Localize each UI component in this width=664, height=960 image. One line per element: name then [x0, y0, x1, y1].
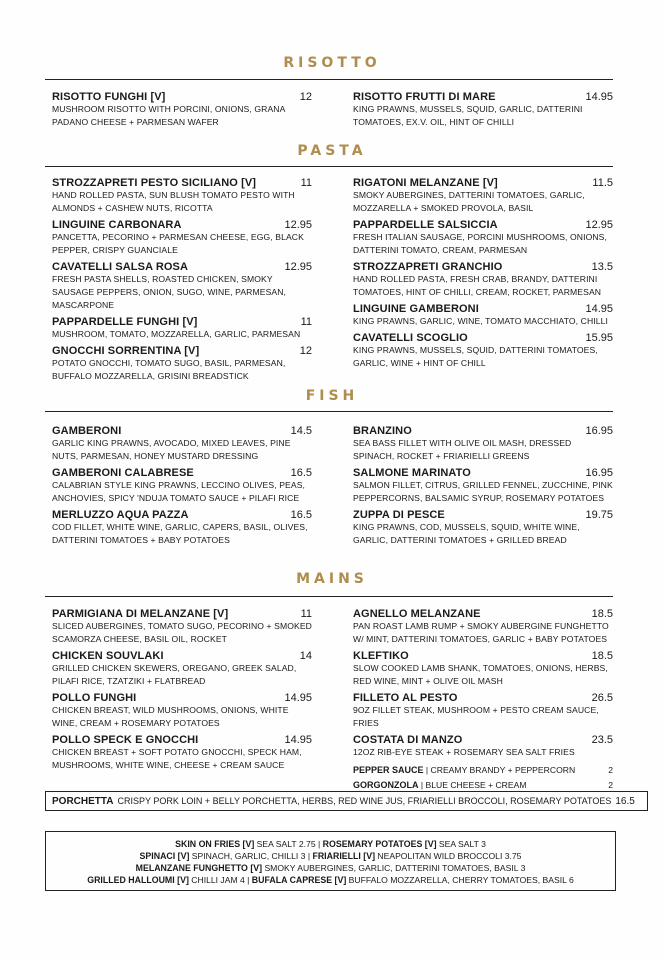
menu-item	[353, 425, 613, 463]
menu-item-header	[52, 509, 312, 521]
menu-item-header	[353, 509, 613, 521]
menu-item	[353, 91, 613, 129]
side-description: SEA SALT 3	[436, 839, 486, 849]
menu-item-description: MUSHROOM, TOMATO, MOZZARELLA, GARLIC, PARMESAN	[52, 329, 301, 339]
menu-item-name: RIGATONI MELANZANE [V]	[353, 177, 498, 189]
side-name: BUFALA CAPRESE [V]	[251, 875, 347, 885]
menu-item-header	[52, 316, 312, 328]
menu-item	[52, 650, 312, 688]
menu-item	[52, 345, 312, 383]
side-name: ROSEMARY POTATOES [V]	[322, 839, 437, 849]
menu-item-name: POLLO SPECK E GNOCCHI	[52, 734, 199, 746]
menu-item-header	[353, 177, 613, 189]
side-description: SPINACH, GARLIC, CHILLI 3 |	[189, 851, 313, 861]
side-description: SEA SALT 2.75 |	[254, 839, 323, 849]
sauce-price: 2	[608, 765, 613, 775]
menu-item-price: 13.5	[591, 261, 613, 273]
menu-item-header	[52, 219, 312, 231]
menu-item-header	[353, 332, 613, 344]
menu-item-header	[52, 608, 312, 620]
section-rule-mains	[45, 596, 613, 597]
menu-item	[353, 650, 613, 688]
menu-item	[52, 219, 312, 257]
menu-item-name: RISOTTO FRUTTI DI MARE	[353, 91, 496, 103]
menu-item	[353, 261, 613, 299]
menu-item-name: BRANZINO	[353, 425, 412, 437]
menu-item-price: 26.5	[591, 692, 613, 704]
menu-item-price: 12	[299, 345, 312, 357]
side-description: SMOKY AUBERGINES, GARLIC, DATTERINI TOMATOES, BASIL 3	[262, 863, 526, 873]
menu-item-name: FILLETO AL PESTO	[353, 692, 458, 704]
risotto-right-column	[353, 91, 613, 133]
menu-item-description: KING PRAWNS, GARLIC, WINE, TOMATO MACCHIATO, CHILLI	[353, 316, 608, 326]
menu-item-header	[353, 692, 613, 704]
menu-item	[52, 261, 312, 312]
menu-item-name: PAPPARDELLE FUNGHI [V]	[52, 316, 198, 328]
menu-item-header	[52, 425, 312, 437]
side-name: GRILLED HALLOUMI [V]	[87, 875, 189, 885]
menu-item-description: SLICED AUBERGINES, TOMATO SUGO, PECORINO + SMOKED SCAMORZA CHEESE, BASIL OIL, ROCKET	[52, 621, 312, 644]
pasta-right-column	[353, 177, 613, 374]
menu-item-header	[52, 467, 312, 479]
menu-item-name: STROZZAPRETI GRANCHIO	[353, 261, 503, 273]
menu-item-name: POLLO FUNGHI	[52, 692, 137, 704]
menu-item-name: LINGUINE CARBONARA	[52, 219, 182, 231]
menu-item-header	[52, 177, 312, 189]
sauce-item	[353, 763, 613, 778]
menu-item	[52, 425, 312, 463]
menu-item-description: CALABRIAN STYLE KING PRAWNS, LECCINO OLIVES, PEAS, ANCHOVIES, SPICY 'NDUJA TOMATO SAUCE + PILAFI RICE	[52, 480, 306, 503]
menu-item-description: GARLIC KING PRAWNS, AVOCADO, MIXED LEAVES, PINE NUTS, PARMESAN, HONEY MUSTARD DRESSING	[52, 438, 291, 461]
menu-item-description: POTATO GNOCCHI, TOMATO SUGO, BASIL, PARMESAN, BUFFALO MOZZARELLA, GRISINI BREADSTICK	[52, 358, 286, 381]
side-description: NEAPOLITAN WILD BROCCOLI 3.75	[375, 851, 522, 861]
menu-item-price: 14.95	[284, 734, 312, 746]
menu-item-name: KLEFTIKO	[353, 650, 409, 662]
menu-item	[353, 608, 613, 646]
menu-item	[52, 467, 312, 505]
side-line	[50, 850, 611, 862]
menu-item-price: 12.95	[585, 219, 613, 231]
menu-item-description: CHICKEN BREAST, WILD MUSHROOMS, ONIONS, WHITE WINE, CREAM + ROSEMARY POTATOES	[52, 705, 289, 728]
menu-item-description: GRILLED CHICKEN SKEWERS, OREGANO, GREEK SALAD, PILAFI RICE, TZATZIKI + FLATBREAD	[52, 663, 297, 686]
menu-item-description: KING PRAWNS, COD, MUSSELS, SQUID, WHITE WINE, GARLIC, DATTERINI TOMATOES + GRILLED BREAD	[353, 522, 580, 545]
pasta-left-column	[52, 177, 312, 387]
menu-item-price: 23.5	[591, 734, 613, 746]
menu-item-name: SALMONE MARINATO	[353, 467, 471, 479]
menu-item-price: 14.95	[585, 91, 613, 103]
sauce-price: 2	[608, 780, 613, 790]
menu-item-price: 11.5	[592, 177, 613, 189]
menu-item-price: 14.5	[290, 425, 312, 437]
side-line	[50, 838, 611, 850]
porchetta-price: 16.5	[615, 795, 635, 807]
menu-item-description: CHICKEN BREAST + SOFT POTATO GNOCCHI, SPECK HAM, MUSHROOMS, WHITE WINE, CHEESE + CREAM SAUCE	[52, 747, 302, 770]
menu-item-header	[353, 303, 613, 315]
side-name: FRIARIELLI [V]	[312, 851, 376, 861]
menu-item-price: 16.95	[585, 467, 613, 479]
menu-item-name: GNOCCHI SORRENTINA [V]	[52, 345, 200, 357]
menu-item-description: HAND ROLLED PASTA, FRESH CRAB, BRANDY, DATTERINI TOMATOES, HINT OF CHILLI, CREAM, ROCKET, PARMESAN	[353, 274, 602, 297]
menu-item	[353, 734, 613, 759]
menu-item	[353, 467, 613, 505]
menu-item-description: SALMON FILLET, CITRUS, GRILLED FENNEL, ZUCCHINE, PINK PEPPERCORNS, BALSAMIC SYRUP, ROSEMARY POTATOES	[353, 480, 613, 503]
menu-item-price: 11	[300, 177, 312, 189]
menu-item-price: 12.95	[284, 219, 312, 231]
menu-item-header	[353, 734, 613, 746]
menu-item-header	[52, 91, 312, 103]
menu-item-description: 12OZ RIB-EYE STEAK + ROSEMARY SEA SALT FRIES	[353, 747, 575, 757]
menu-item-description: COD FILLET, WHITE WINE, GARLIC, CAPERS, BASIL, OLIVES, DATTERINI TOMATOES + BABY POTATOES	[52, 522, 308, 545]
menu-item-name: CAVATELLI SALSA ROSA	[52, 261, 189, 273]
menu-item-price: 15.95	[585, 332, 613, 344]
menu-item	[52, 509, 312, 547]
menu-item-price: 12	[299, 91, 312, 103]
menu-item-price: 16.5	[290, 509, 312, 521]
menu-item-name: RISOTTO FUNGHI [V]	[52, 91, 166, 103]
sauce-description: | CREAMY BRANDY + PEPPERCORN	[423, 765, 576, 775]
sauce-name: PEPPER SAUCE	[353, 765, 424, 775]
sauce-description: | BLUE CHEESE + CREAM	[418, 780, 527, 790]
menu-item	[353, 219, 613, 257]
side-description: CHILLI JAM 4 |	[188, 875, 252, 885]
side-line	[50, 862, 611, 874]
menu-item-header	[52, 345, 312, 357]
menu-item-description: HAND ROLLED PASTA, SUN BLUSH TOMATO PESTO WITH ALMONDS + CASHEW NUTS, RICOTTA	[52, 190, 295, 213]
menu-item-description: SEA BASS FILLET WITH OLIVE OIL MASH, DRESSED SPINACH, ROCKET + FRIARIELLI GREENS	[353, 438, 572, 461]
menu-item	[52, 734, 312, 772]
menu-item-header	[353, 650, 613, 662]
menu-item-price: 11	[300, 608, 312, 620]
menu-item-header	[353, 91, 613, 103]
side-line	[50, 874, 611, 886]
menu-item-header	[52, 261, 312, 273]
menu-item-header	[353, 261, 613, 273]
section-title-mains: MAINS	[296, 571, 368, 587]
fish-left-column	[52, 425, 312, 551]
menu-item-name: ZUPPA DI PESCE	[353, 509, 445, 521]
menu-item-header	[353, 425, 613, 437]
menu-item-price: 18.5	[591, 608, 613, 620]
risotto-left-column	[52, 91, 312, 133]
mains-left-column	[52, 608, 312, 776]
menu-item-name: STROZZAPRETI PESTO SICILIANO [V]	[52, 177, 257, 189]
menu-item-price: 14	[299, 650, 312, 662]
menu-item-description: SMOKY AUBERGINES, DATTERINI TOMATOES, GARLIC, MOZZARELLA + SMOKED PROVOLA, BASIL	[353, 190, 585, 213]
section-rule-pasta	[45, 166, 613, 167]
menu-item-name: PARMIGIANA DI MELANZANE [V]	[52, 608, 229, 620]
menu-item-header	[353, 467, 613, 479]
menu-item-description: SLOW COOKED LAMB SHANK, TOMATOES, ONIONS, HERBS, RED WINE, MINT + OLIVE OIL MASH	[353, 663, 608, 686]
menu-item-header	[52, 692, 312, 704]
sauce-name: GORGONZOLA	[353, 780, 419, 790]
menu-item	[52, 177, 312, 215]
menu-item-name: CHICKEN SOUVLAKI	[52, 650, 164, 662]
menu-item	[52, 608, 312, 646]
menu-item-price: 11	[300, 316, 312, 328]
menu-item-price: 14.95	[284, 692, 312, 704]
menu-item-name: AGNELLO MELANZANE	[353, 608, 481, 620]
menu-item-name: GAMBERONI	[52, 425, 122, 437]
side-description: BUFFALO MOZZARELLA, CHERRY TOMATOES, BASIL 6	[346, 875, 574, 885]
menu-item	[353, 509, 613, 547]
menu-item	[52, 91, 312, 129]
menu-item-header	[52, 650, 312, 662]
menu-item	[353, 332, 613, 370]
menu-item-price: 16.95	[585, 425, 613, 437]
menu-item-description: FRESH ITALIAN SAUSAGE, PORCINI MUSHROOMS, ONIONS, DATTERINI TOMATO, CREAM, PARMESAN	[353, 232, 607, 255]
menu-item-name: GAMBERONI CALABRESE	[52, 467, 194, 479]
menu-item	[353, 303, 613, 328]
menu-item-name: MERLUZZO AQUA PAZZA	[52, 509, 189, 521]
menu-item-price: 18.5	[591, 650, 613, 662]
menu-item-header	[353, 608, 613, 620]
menu-item	[353, 177, 613, 215]
menu-item-price: 12.95	[284, 261, 312, 273]
section-title-fish: FISH	[305, 388, 359, 404]
sides-box	[45, 831, 616, 891]
menu-item	[353, 692, 613, 730]
menu-item-description: FRESH PASTA SHELLS, ROASTED CHICKEN, SMOKY SAUSAGE PEPPERS, ONION, SUGO, WINE, PARMESAN, MASCARPONE	[52, 274, 287, 310]
menu-item-name: COSTATA DI MANZO	[353, 734, 463, 746]
porchetta-name: PORCHETTA	[52, 795, 114, 807]
side-name: SKIN ON FRIES [V]	[175, 839, 255, 849]
porchetta-box	[45, 791, 648, 811]
menu-item-name: LINGUINE GAMBERONI	[353, 303, 479, 315]
menu-item-description: PANCETTA, PECORINO + PARMESAN CHEESE, EGG, BLACK PEPPER, CRISPY GUANCIALE	[52, 232, 304, 255]
fish-right-column	[353, 425, 613, 551]
mains-right-column	[353, 608, 613, 793]
menu-item-description: KING PRAWNS, MUSSELS, SQUID, GARLIC, DATTERINI TOMATOES, EX.V. OIL, HINT OF CHILLI	[353, 104, 583, 127]
side-name: MELANZANE FUNGHETTO [V]	[135, 863, 263, 873]
menu-item-description: 9OZ FILLET STEAK, MUSHROOM + PESTO CREAM SAUCE, FRIES	[353, 705, 599, 728]
menu-item-header	[52, 734, 312, 746]
menu-item-name: CAVATELLI SCOGLIO	[353, 332, 468, 344]
menu-item-description: MUSHROOM RISOTTO WITH PORCINI, ONIONS, GRANA PADANO CHEESE + PARMESAN WAFER	[52, 104, 285, 127]
menu-item	[52, 692, 312, 730]
side-name: SPINACI [V]	[139, 851, 190, 861]
section-rule-fish	[45, 411, 613, 412]
section-rule-risotto	[45, 79, 613, 80]
menu-item-description: PAN ROAST LAMB RUMP + SMOKY AUBERGINE FUNGHETTO W/ MINT, DATTERINI TOMATOES, GARLIC + BABY POTATOES	[353, 621, 609, 644]
menu-item-price: 16.5	[290, 467, 312, 479]
menu-item-price: 19.75	[585, 509, 613, 521]
menu-item-header	[353, 219, 613, 231]
porchetta-description: CRISPY PORK LOIN + BELLY PORCHETTA, HERBS, RED WINE JUS, FRIARIELLI BROCCOLI, ROSEMARY POTATOES	[117, 796, 612, 806]
section-title-pasta: PASTA	[297, 143, 367, 159]
menu-item-name: PAPPARDELLE SALSICCIA	[353, 219, 498, 231]
menu-item-description: KING PRAWNS, MUSSELS, SQUID, DATTERINI TOMATOES, GARLIC, WINE + HINT OF CHILL	[353, 345, 598, 368]
sauce-label	[353, 763, 575, 778]
menu-item	[52, 316, 312, 341]
section-title-risotto: RISOTTO	[283, 55, 381, 71]
menu-item-price: 14.95	[585, 303, 613, 315]
